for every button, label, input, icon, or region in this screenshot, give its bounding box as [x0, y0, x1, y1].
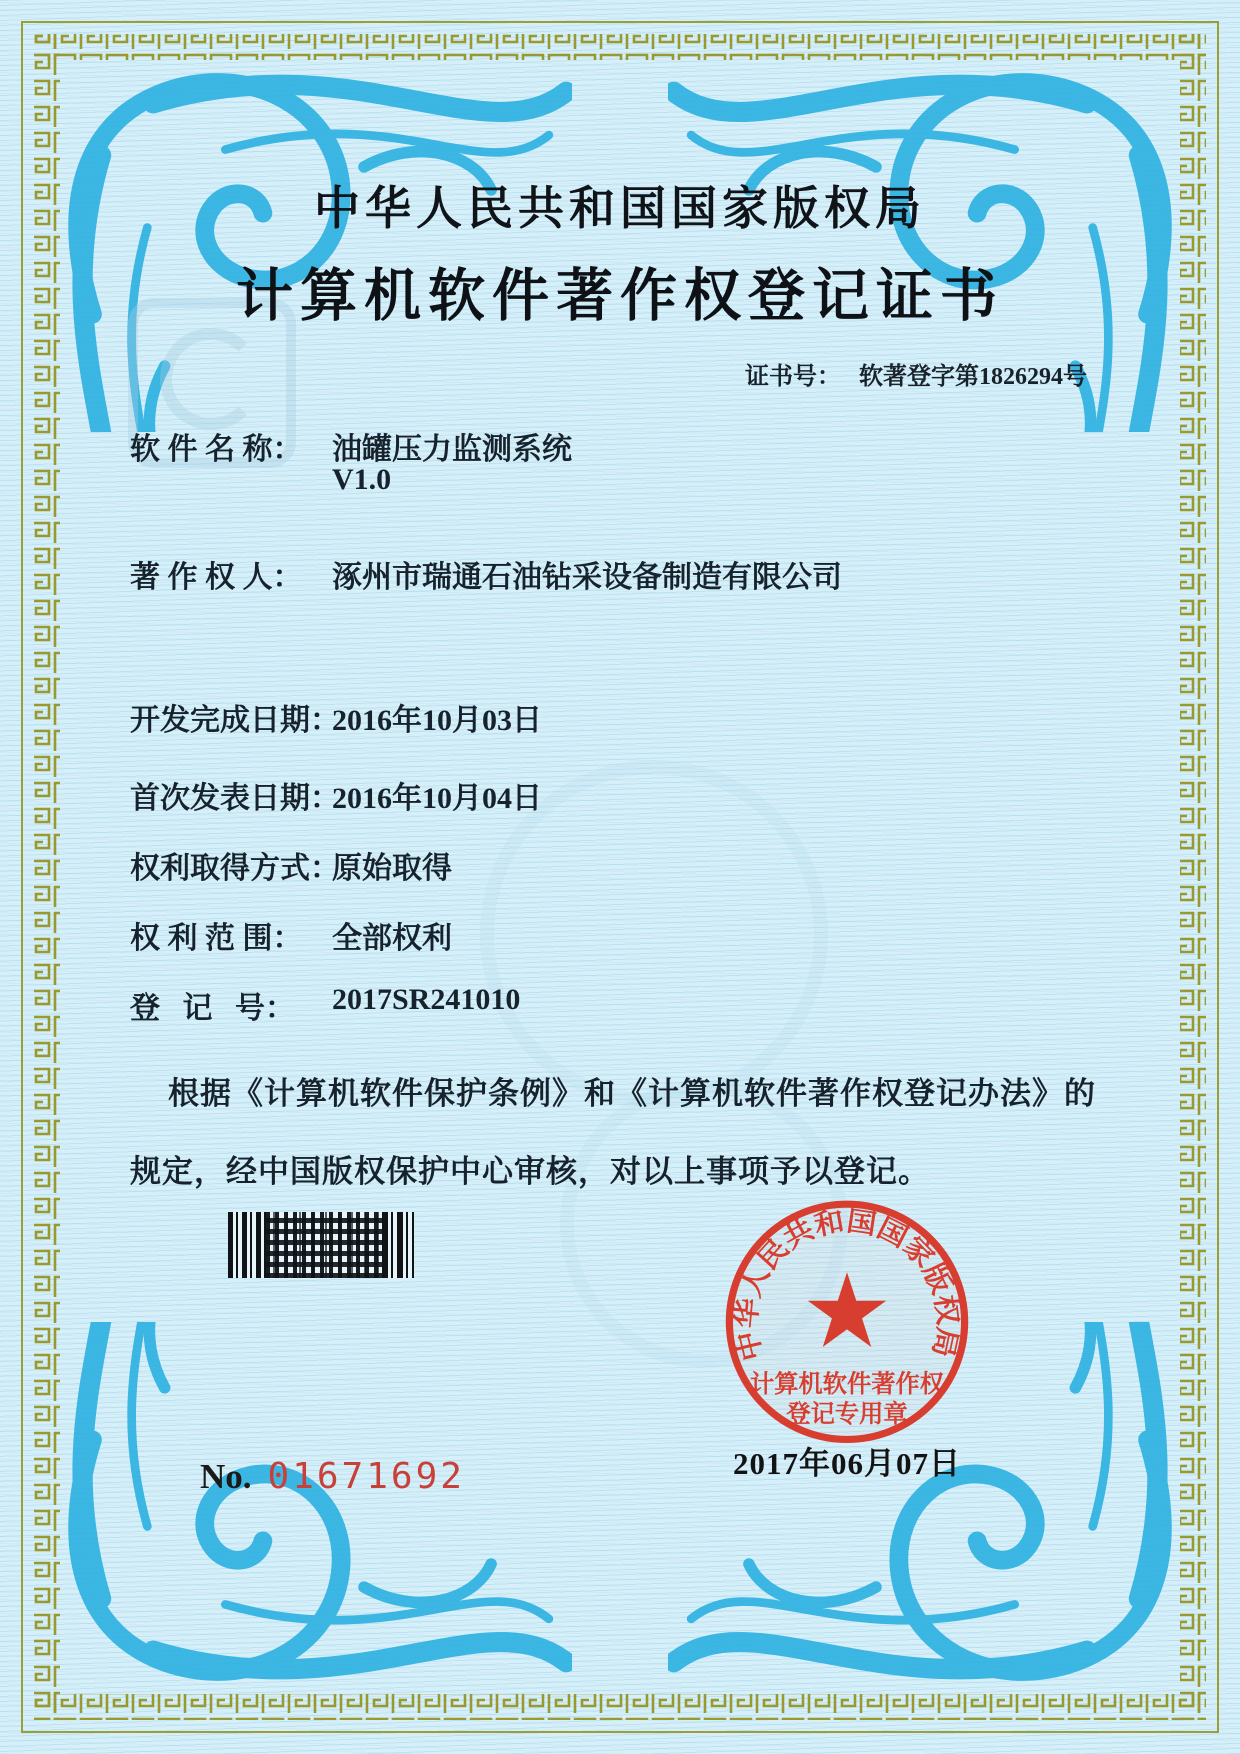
serial-number-line	[200, 1456, 465, 1497]
statement-line-2: 规定，经中国版权保护中心审核，对以上事项予以登记。	[130, 1154, 930, 1189]
software-version-value: V1.0	[332, 463, 392, 496]
software-name-label: 软 件 名 称：	[130, 433, 303, 466]
serial-number: 01671692	[267, 1456, 465, 1497]
serial-prefix: No.	[200, 1457, 252, 1496]
first-publish-date-value: 2016年10月04日	[332, 782, 542, 815]
statement-line-1: 根据《计算机软件保护条例》和《计算机软件著作权登记办法》的	[168, 1076, 1096, 1111]
dev-complete-date-label: 开发完成日期：	[130, 704, 340, 737]
copyright-owner-label: 著 作 权 人：	[130, 561, 303, 594]
barcode-2d	[228, 1212, 414, 1278]
copyright-owner-value: 涿州市瑞通石油钻采设备制造有限公司	[332, 561, 842, 594]
rights-scope-label: 权 利 范 围：	[130, 922, 303, 955]
certificate-title: 计算机软件著作权登记证书	[236, 265, 1004, 328]
barcode-matrix	[266, 1212, 382, 1278]
corner-flourish-bottom-left	[52, 1322, 572, 1702]
barcode-right-bars	[382, 1212, 414, 1278]
registration-number-value: 2017SR241010	[332, 983, 521, 1016]
rights-acquisition-value: 原始取得	[332, 852, 452, 885]
dev-complete-date-value: 2016年10月03日	[332, 704, 542, 737]
certificate-number-label: 证书号：	[745, 364, 841, 390]
seal-date: 2017年06月07日	[733, 1446, 961, 1481]
seal-caption-line-1: 计算机软件著作权	[750, 1370, 944, 1398]
seal-caption-line-2: 登记专用章	[786, 1400, 908, 1428]
certificate-number-line	[745, 356, 1087, 391]
seal-ring-text: 中华人民共和国国家版权局	[731, 1206, 963, 1364]
certificate-number-value: 软著登字第1826294号	[859, 364, 1087, 390]
rights-acquisition-label: 权利取得方式：	[130, 852, 340, 885]
issuing-authority-title: 中华人民共和国国家版权局	[314, 183, 926, 234]
barcode-left-bars	[228, 1212, 266, 1278]
rights-scope-value: 全部权利	[332, 922, 452, 955]
official-red-seal	[712, 1198, 982, 1458]
registration-number-label: 登 记 号：	[130, 992, 295, 1025]
first-publish-date-label: 首次发表日期：	[130, 782, 340, 815]
software-name-value: 油罐压力监测系统	[332, 433, 572, 466]
